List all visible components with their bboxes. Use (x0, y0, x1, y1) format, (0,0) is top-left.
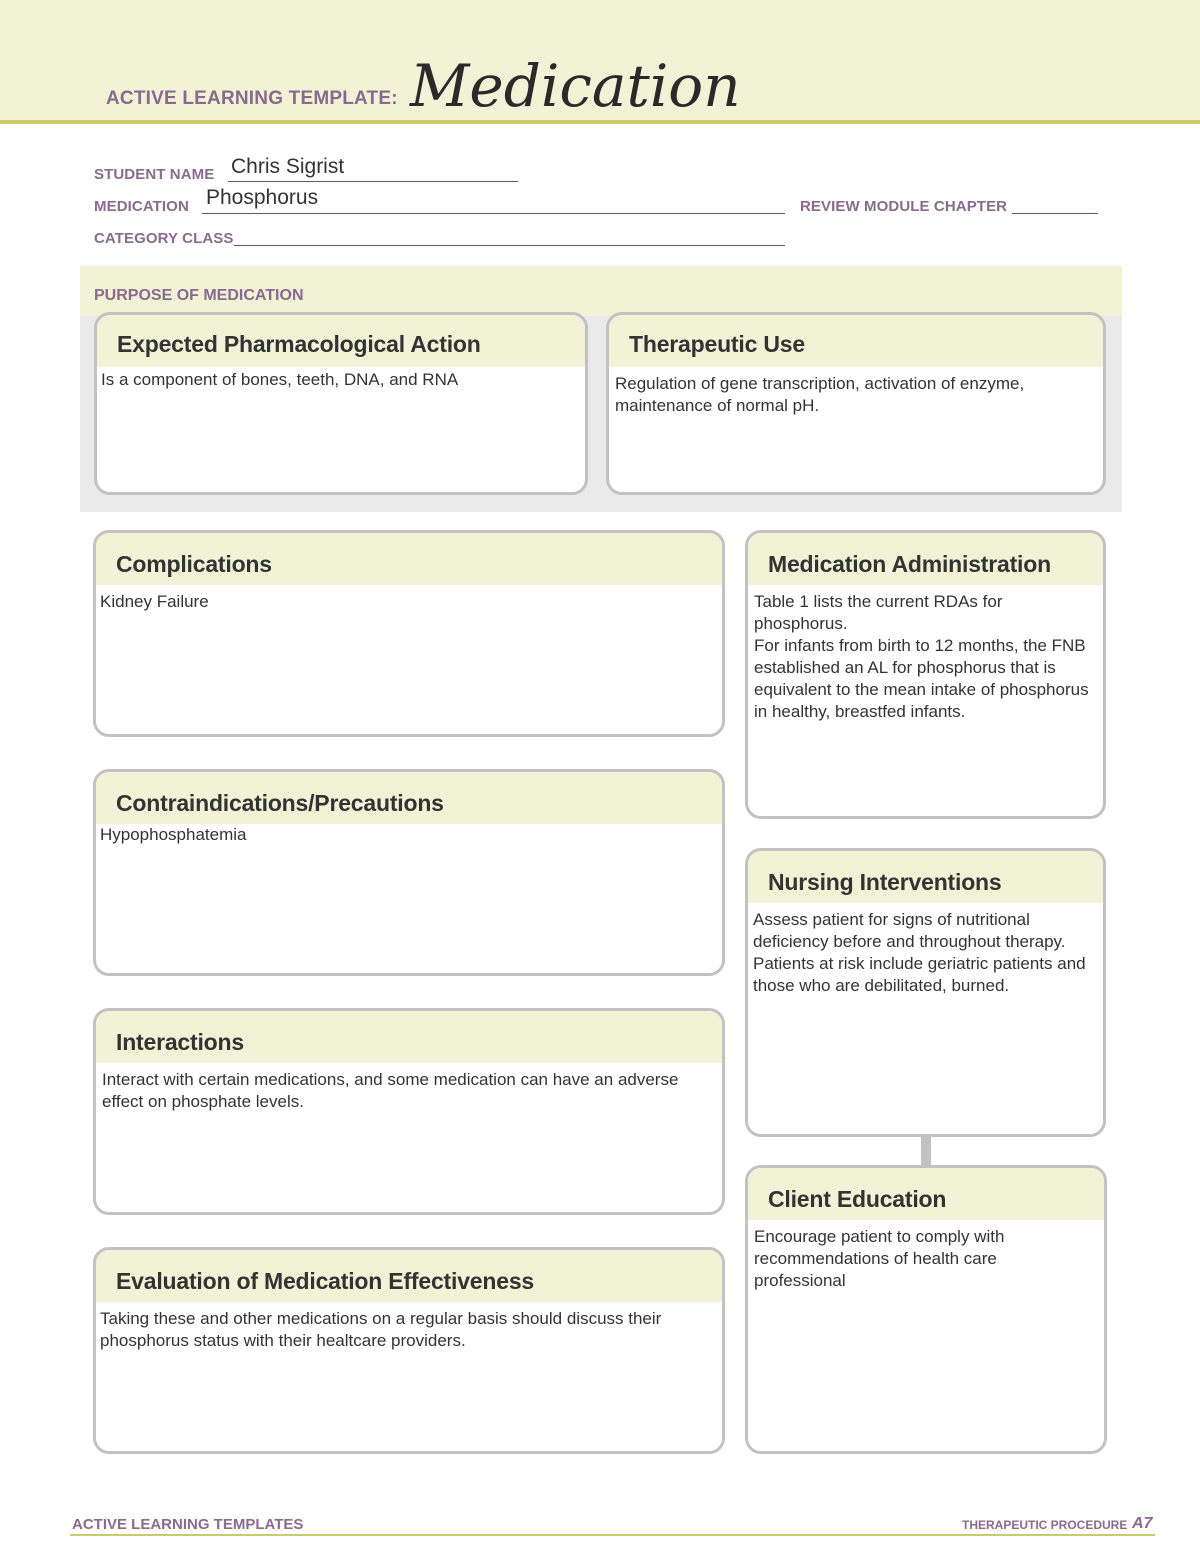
medication-value[interactable]: Phosphorus (206, 186, 319, 209)
contraindications-body[interactable]: Hypophosphatemia (100, 825, 247, 844)
expected-action-card (94, 312, 588, 495)
client-education-body[interactable]: Encourage patient to comply with recommendations of health care professional (754, 1227, 1005, 1290)
footer-left: ACTIVE LEARNING TEMPLATES (72, 1516, 304, 1533)
interactions-title: Interactions (96, 1011, 722, 1063)
student-name-line (228, 181, 518, 182)
complications-body[interactable]: Kidney Failure (100, 592, 209, 611)
expected-action-title: Expected Pharmacological Action (97, 315, 585, 367)
therapeutic-use-card (606, 312, 1106, 495)
purpose-label: PURPOSE OF MEDICATION (94, 287, 304, 304)
nursing-interventions-body[interactable]: Assess patient for signs of nutritional deficiency before and throughout therapy. Patients at risk include geriatric patients and those who are debilitated, burned. (753, 910, 1086, 995)
client-education-title: Client Education (748, 1168, 1104, 1220)
page-title: Medication (410, 52, 741, 120)
expected-action-body[interactable]: Is a component of bones, teeth, DNA, and RNA (101, 370, 459, 389)
footer-rule (70, 1534, 1155, 1536)
contraindications-title: Contraindications/Precautions (96, 772, 722, 824)
therapeutic-use-body[interactable]: Regulation of gene transcription, activation of enzyme, maintenance of normal pH. (615, 374, 1025, 415)
connector-bar (921, 1136, 931, 1166)
medication-administration-title: Medication Administration (748, 533, 1103, 585)
footer-page-number: A7 (1132, 1515, 1153, 1532)
category-class-label: CATEGORY CLASS (94, 230, 234, 247)
medication-administration-body[interactable]: Table 1 lists the current RDAs for phosphorus. For infants from birth to 12 months, the FNB established an AL for phosphorus that is equivalent to the mean intake of phosphorus in healthy, breastfed infants. (754, 592, 1089, 721)
therapeutic-use-title: Therapeutic Use (609, 315, 1103, 367)
student-name-value[interactable]: Chris Sigrist (231, 155, 345, 178)
footer-right: THERAPEUTIC PROCEDURE (962, 1518, 1128, 1532)
medication-label: MEDICATION (94, 198, 189, 215)
interactions-card (93, 1008, 725, 1215)
evaluation-title: Evaluation of Medication Effectiveness (96, 1250, 722, 1302)
client-education-card (745, 1165, 1107, 1454)
complications-card (93, 530, 725, 737)
interactions-body[interactable]: Interact with certain medications, and some medication can have an adverse effect on phosphate levels. (102, 1070, 679, 1111)
category-class-line[interactable] (234, 245, 785, 246)
nursing-interventions-card (745, 848, 1106, 1137)
header-banner (0, 0, 1200, 124)
medication-administration-card (745, 530, 1106, 819)
complications-title: Complications (96, 533, 722, 585)
review-module-line[interactable] (1012, 213, 1098, 214)
evaluation-card (93, 1247, 725, 1454)
evaluation-body[interactable]: Taking these and other medications on a regular basis should discuss their phosphorus status with their healtcare providers. (100, 1309, 662, 1350)
contraindications-card (93, 769, 725, 976)
nursing-interventions-title: Nursing Interventions (748, 851, 1103, 903)
medication-line (202, 213, 785, 214)
review-module-label: REVIEW MODULE CHAPTER (800, 198, 1008, 215)
student-name-label: STUDENT NAME (94, 166, 215, 183)
template-label: ACTIVE LEARNING TEMPLATE: (106, 88, 398, 109)
